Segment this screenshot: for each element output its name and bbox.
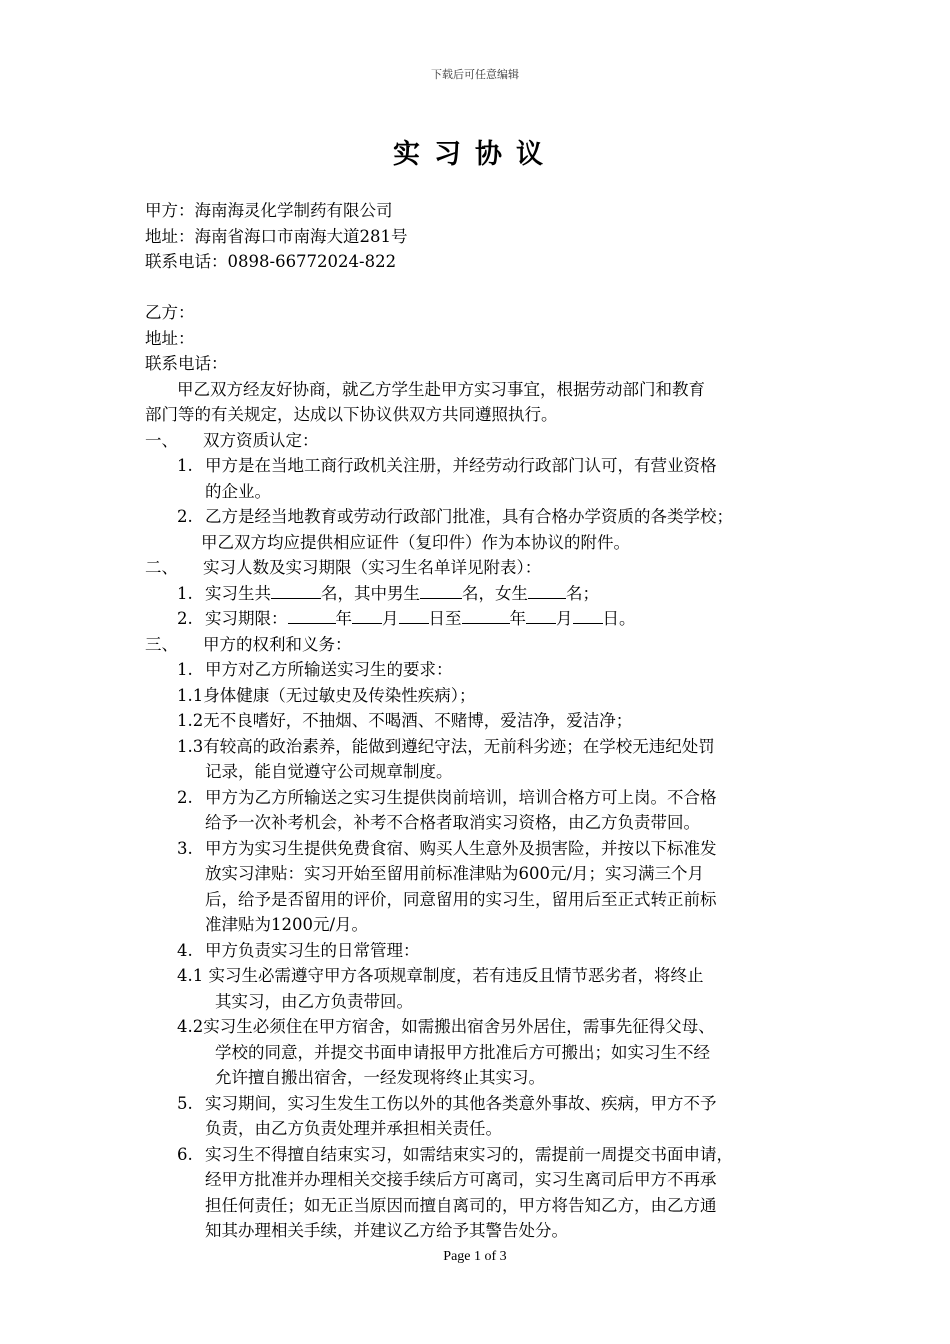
section-3-item-4-2-cont-2: 允许擅自搬出宿舍，一经发现将终止其实习。 bbox=[215, 1068, 545, 1087]
intro-line-1: 甲乙双方经友好协商，就乙方学生赴甲方实习事宜，根据劳动部门和教育 bbox=[177, 379, 705, 399]
item-text: 年 bbox=[335, 609, 352, 628]
section-2-number: 二、 bbox=[145, 558, 178, 577]
item-text: 月 bbox=[382, 609, 399, 628]
item-text: 实习生共 bbox=[205, 583, 271, 603]
party-a-address: 地址：海南省海口市南海大道281号 bbox=[145, 226, 408, 246]
section-1-item-2-cont: 甲乙双方均应提供相应证件（复印件）作为本协议的附件。 bbox=[201, 532, 630, 552]
item-text: 年 bbox=[509, 609, 526, 628]
blank-end-year[interactable] bbox=[462, 606, 510, 624]
party-a-name: 甲方：海南海灵化学制药有限公司 bbox=[145, 201, 393, 220]
section-3-item-3-cont-3: 准津贴为1200元/月。 bbox=[205, 915, 369, 934]
item-text: 名； bbox=[566, 583, 599, 603]
party-b-address: 地址： bbox=[145, 328, 195, 348]
section-3-item-6 bbox=[145, 1142, 825, 1168]
section-3-item-2 bbox=[145, 785, 825, 811]
section-1-item-1 bbox=[145, 453, 825, 479]
header-note: 下载后可任意编辑 bbox=[431, 68, 519, 81]
item-text: 名，其中男生 bbox=[321, 583, 420, 603]
blank-total[interactable] bbox=[271, 581, 321, 599]
section-3-item-1-2: 1.2无不良嗜好，不抽烟、不喝酒、不赌博，爱洁净，爱洁净； bbox=[177, 711, 633, 730]
blank-female[interactable] bbox=[528, 581, 566, 599]
item-text: 名，女生 bbox=[462, 583, 528, 603]
item-number: 2. bbox=[177, 787, 193, 807]
item-number: 4. bbox=[177, 940, 193, 960]
blank-start-day[interactable] bbox=[399, 606, 429, 624]
section-3-item-3-cont-2: 后，给予是否留用的评价，同意留用的实习生，留用后至正式转正前标 bbox=[205, 889, 717, 909]
document-body bbox=[145, 198, 825, 1244]
item-number: 3. bbox=[177, 838, 193, 858]
section-3-item-1-3-cont: 记录，能自觉遵守公司规章制度。 bbox=[205, 762, 453, 781]
item-text: 日至 bbox=[428, 609, 462, 628]
section-1-item-1-cont: 的企业。 bbox=[205, 481, 271, 501]
item-number: 1. bbox=[177, 583, 193, 603]
item-number: 1. bbox=[177, 456, 193, 475]
intro-line-2: 部门等的有关规定，达成以下协议供双方共同遵照执行。 bbox=[145, 405, 558, 424]
section-3-item-6-cont-2: 担任何责任；如无正当原因而擅自离司的，甲方将告知乙方，由乙方通 bbox=[205, 1195, 717, 1215]
section-2-item-1 bbox=[145, 581, 825, 607]
section-3-item-2-cont: 给予一次补考机会，补考不合格者取消实习资格，由乙方负责带回。 bbox=[205, 813, 700, 832]
section-1-number: 一、 bbox=[145, 430, 178, 450]
section-3-item-4 bbox=[145, 938, 825, 964]
section-3-item-5-cont: 负责，由乙方负责处理并承担相关责任。 bbox=[205, 1119, 502, 1138]
item-text: 实习期间，实习生发生工伤以外的其他各类意外事故、疾病，甲方不予 bbox=[205, 1093, 717, 1113]
party-a-phone: 联系电话：0898-66772024-822 bbox=[145, 252, 397, 271]
document-title: 实习协议 bbox=[393, 139, 557, 170]
blank-start-year[interactable] bbox=[288, 606, 336, 624]
blank-end-day[interactable] bbox=[573, 606, 603, 624]
item-number: 6. bbox=[177, 1144, 193, 1164]
page-number: Page 1 of 3 bbox=[443, 1249, 507, 1264]
item-text: 实习期限： bbox=[205, 609, 288, 628]
item-text: 月 bbox=[556, 609, 573, 628]
section-3-item-1-3: 1.3有较高的政治素养，能做到遵纪守法，无前科劣迹；在学校无违纪处罚 bbox=[177, 736, 715, 756]
section-1-title: 双方资质认定： bbox=[203, 430, 319, 450]
section-3-title: 甲方的权利和义务： bbox=[203, 634, 352, 654]
item-text: 乙方是经当地教育或劳动行政部门批准，具有合格办学资质的各类学校； bbox=[205, 507, 733, 526]
section-1-heading bbox=[145, 428, 825, 454]
item-text: 实习生不得擅自结束实习，如需结束实习的，需提前一周提交书面申请， bbox=[205, 1144, 733, 1164]
section-3-item-3-cont-1: 放实习津贴：实习开始至留用前标准津贴为600元/月；实习满三个月 bbox=[205, 864, 705, 883]
item-text: 甲方是在当地工商行政机关注册，并经劳动行政部门认可，有营业资格 bbox=[205, 456, 717, 475]
section-3-item-4-1-cont: 其实习，由乙方负责带回。 bbox=[215, 991, 413, 1011]
item-number: 1. bbox=[177, 660, 193, 679]
blank-end-month[interactable] bbox=[526, 606, 556, 624]
item-number: 5. bbox=[177, 1093, 193, 1113]
section-3-item-4-2-cont-1: 学校的同意，并提交书面申请报甲方批准后方可搬出；如实习生不经 bbox=[215, 1042, 710, 1062]
section-2-item-2 bbox=[145, 606, 825, 632]
section-3-number: 三、 bbox=[145, 634, 178, 654]
item-number: 2. bbox=[177, 507, 193, 526]
item-text: 甲方负责实习生的日常管理： bbox=[205, 940, 420, 960]
blank-start-month[interactable] bbox=[352, 606, 382, 624]
blank-male[interactable] bbox=[420, 581, 462, 599]
section-3-heading bbox=[145, 632, 825, 658]
item-text: 甲方为乙方所输送之实习生提供岗前培训，培训合格方可上岗。不合格 bbox=[205, 787, 717, 807]
section-3-item-5 bbox=[145, 1091, 825, 1117]
party-b-name: 乙方： bbox=[145, 303, 195, 322]
party-b-phone: 联系电话： bbox=[145, 354, 228, 373]
section-2-heading bbox=[145, 555, 825, 581]
section-1-item-2 bbox=[145, 504, 825, 530]
section-3-item-1 bbox=[145, 657, 825, 683]
section-3-item-6-cont-1: 经甲方批准并办理相关交接手续后方可离司，实习生离司后甲方不再承 bbox=[205, 1170, 717, 1189]
item-text: 日。 bbox=[602, 609, 636, 628]
item-text: 甲方为实习生提供免费食宿、购买人生意外及损害险，并按以下标准发 bbox=[205, 838, 717, 858]
item-text: 甲方对乙方所输送实习生的要求： bbox=[205, 660, 453, 679]
section-3-item-1-1: 1.1身体健康（无过敏史及传染性疾病）； bbox=[177, 685, 476, 705]
item-number: 2. bbox=[177, 609, 193, 628]
section-2-title: 实习人数及实习期限（实习生名单详见附表）： bbox=[203, 558, 542, 577]
section-3-item-6-cont-3: 知其办理相关手续，并建议乙方给予其警告处分。 bbox=[205, 1221, 568, 1240]
section-3-item-3 bbox=[145, 836, 825, 862]
section-3-item-4-1: 4.1 实习生必需遵守甲方各项规章制度，若有违反且情节恶劣者，将终止 bbox=[177, 966, 704, 985]
section-3-item-4-2: 4.2实习生必须住在甲方宿舍，如需搬出宿舍另外居住，需事先征得父母、 bbox=[177, 1017, 715, 1036]
